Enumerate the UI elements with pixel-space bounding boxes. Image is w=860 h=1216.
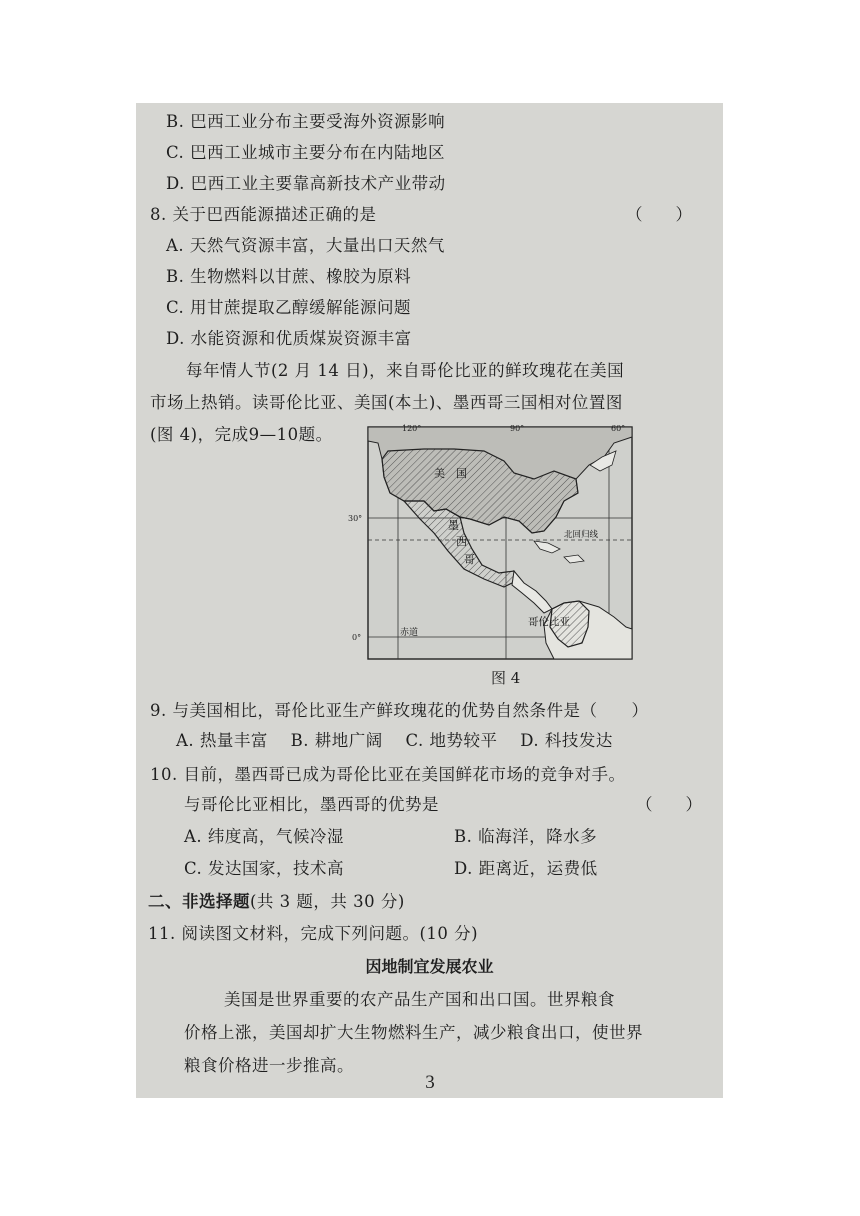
label-usa: 美 国 <box>434 467 467 480</box>
q8-option-c: C. 用甘蔗提取乙醇缓解能源问题 <box>166 298 412 317</box>
q8-option-a: A. 天然气资源丰富，大量出口天然气 <box>166 236 445 255</box>
page-number: 3 <box>425 1072 435 1093</box>
q9-stem: 9. 与美国相比，哥伦比亚生产鲜玫瑰花的优势自然条件是（ ） <box>150 701 649 720</box>
q10-option-c: C. 发达国家，技术高 <box>184 859 345 878</box>
q10-stem-1: 10. 目前，墨西哥已成为哥伦比亚在美国鲜花市场的竞争对手。 <box>150 765 626 784</box>
q11-paragraph-3: 粮食价格进一步推高。 <box>184 1056 354 1075</box>
q7-option-c: C. 巴西工业城市主要分布在内陆地区 <box>166 143 446 162</box>
label-mexico-3: 哥 <box>464 553 475 566</box>
label-tropic: 北回归线 <box>564 530 599 540</box>
figure-caption: 图 4 <box>491 669 521 687</box>
passage-line-3: (图 4)，完成9—10题。 <box>150 425 333 444</box>
lon-label-90: 90° <box>510 424 525 433</box>
q10-option-b: B. 临海洋，降水多 <box>454 827 598 846</box>
passage-line-2: 市场上热销。读哥伦比亚、美国(本土)、墨西哥三国相对位置图 <box>150 393 623 412</box>
q11-title: 因地制宜发展农业 <box>365 957 494 976</box>
q7-option-b: B. 巴西工业分布主要受海外资源影响 <box>166 112 446 131</box>
section-2-heading-line <box>148 892 405 912</box>
q11-stem: 11. 阅读图文材料，完成下列问题。(10 分) <box>148 924 479 943</box>
map-figure-4 <box>348 421 636 661</box>
lon-label-120: 120° <box>402 424 422 433</box>
lon-label-60: 60° <box>611 424 626 433</box>
q10-option-d: D. 距离近，运费低 <box>454 859 598 878</box>
q8-option-d: D. 水能资源和优质煤炭资源丰富 <box>166 329 412 348</box>
scanned-page <box>136 103 723 1098</box>
q10-option-a: A. 纬度高，气候冷湿 <box>184 827 344 846</box>
q10-answer-paren: （ ） <box>636 795 702 814</box>
q8-stem: 8. 关于巴西能源描述正确的是 <box>150 205 377 224</box>
passage-line-1: 每年情人节(2 月 14 日)，来自哥伦比亚的鲜玫瑰花在美国 <box>186 361 625 380</box>
q11-paragraph-1: 美国是世界重要的农产品生产国和出口国。世界粮食 <box>224 990 615 1009</box>
lat-label-0: 0° <box>352 633 362 642</box>
lat-label-30: 30° <box>348 514 363 523</box>
q8-answer-paren: （ ） <box>626 205 692 224</box>
q8-option-b: B. 生物燃料以甘蔗、橡胶为原料 <box>166 267 412 286</box>
section-2-heading: 二、非选择题 <box>148 892 250 911</box>
q7-option-d: D. 巴西工业主要靠高新技术产业带动 <box>166 174 446 193</box>
label-mexico-1: 墨 <box>448 519 459 532</box>
label-colombia: 哥伦比亚 <box>528 616 570 628</box>
q11-paragraph-2: 价格上涨，美国却扩大生物燃料生产，减少粮食出口，使世界 <box>184 1023 643 1042</box>
q10-stem-2: 与哥伦比亚相比，墨西哥的优势是 <box>184 795 439 814</box>
section-2-note: (共 3 题，共 30 分) <box>250 892 405 911</box>
q9-options: A. 热量丰富 B. 耕地广阔 C. 地势较平 D. 科技发达 <box>176 731 613 750</box>
label-equator: 赤道 <box>400 628 419 638</box>
label-mexico-2: 西 <box>456 535 467 548</box>
